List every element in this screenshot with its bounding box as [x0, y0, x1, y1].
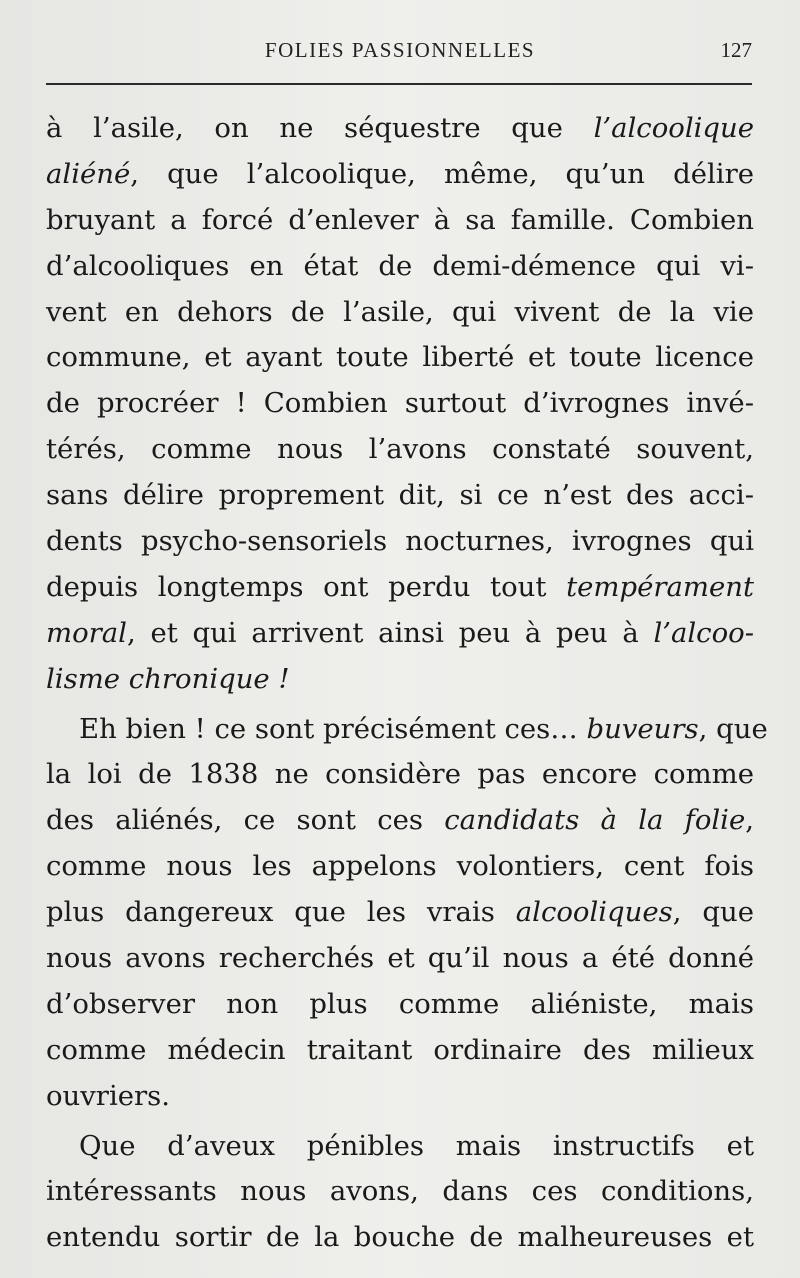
text-line: Eh bien ! ce sont précisément ces… buveurs, que [79, 712, 768, 745]
text-line: lisme chronique ! [46, 662, 290, 695]
text-line: la loi de 1838 ne considère pas encore comme [46, 758, 754, 791]
text-line: dents psycho-sensoriels nocturnes, ivrognes qui [46, 525, 754, 558]
text-line: d’observer non plus comme aliéniste, mais [46, 987, 754, 1020]
page-number: 127 [720, 38, 752, 62]
text-line: entendu sortir de la bouche de malheureuses et [46, 1221, 754, 1254]
text-line: de procréer ! Combien surtout d’ivrognes invé- [46, 387, 754, 420]
text-line: ouvriers. [46, 1079, 171, 1112]
page-header [46, 34, 754, 74]
text-line: comme nous les appelons volontiers, cent fois [46, 850, 754, 883]
header-rule [46, 83, 752, 85]
text-line: vent en dehors de l’asile, qui vivent de la vie [46, 295, 754, 328]
text-line: intéressants nous avons, dans ces conditions, [46, 1175, 754, 1208]
text-line: nous avons recherchés et qu’il nous a été donné [46, 942, 754, 975]
text-line: aliéné, que l’alcoolique, même, qu’un délire [46, 157, 754, 190]
text-line: plus dangereux que les vrais alcooliques, que [46, 896, 754, 929]
body-text [46, 106, 768, 1261]
text-line: térés, comme nous l’avons constaté souvent, [46, 433, 754, 466]
text-line: depuis longtemps ont perdu tout tempérament [46, 570, 754, 603]
text-line: comme médecin traitant ordinaire des milieux [46, 1033, 754, 1066]
text-line: Que d’aveux pénibles mais instructifs et [79, 1129, 754, 1162]
text-line: sans délire proprement dit, si ce n’est des acci- [46, 479, 754, 512]
text-line: à l’asile, on ne séquestre que l’alcoolique [46, 112, 754, 144]
text-line: des aliénés, ce sont ces candidats à la folie, [46, 804, 754, 837]
text-line: moral, et qui arrivent ainsi peu à peu à l’alcoo- [46, 616, 754, 649]
running-title: FOLIES PASSIONNELLES [264, 38, 536, 62]
text-line: d’alcooliques en état de demi-démence qui vi- [46, 249, 754, 282]
text-line: commune, et ayant toute liberté et toute licence [46, 341, 754, 374]
text-line: bruyant a forcé d’enlever à sa famille. Combien [46, 203, 754, 236]
